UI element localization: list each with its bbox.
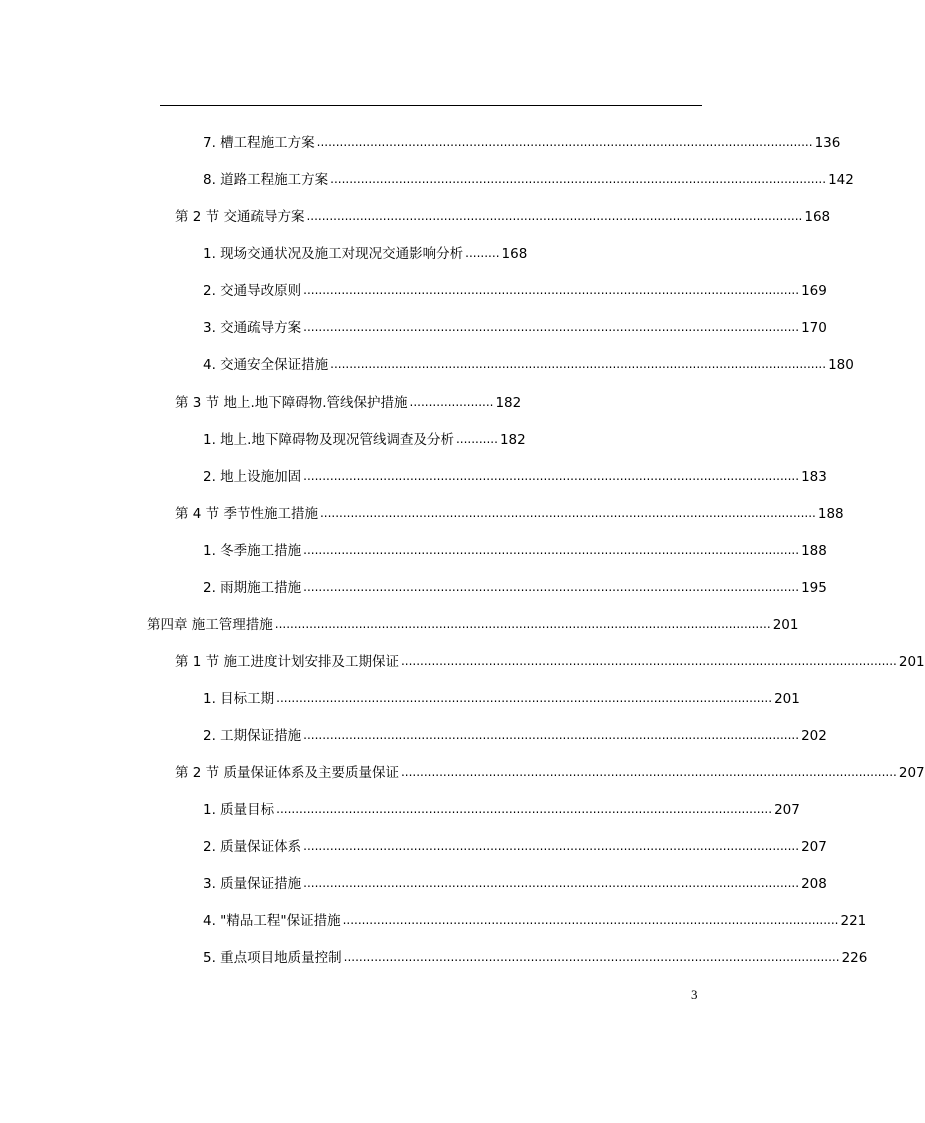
toc-entry-leader: ..................................................................................................................................	[319, 506, 816, 520]
toc-entry-page: 136	[814, 135, 841, 151]
toc-entry-page: 182	[499, 432, 526, 448]
toc-entry-leader: ..................................................................................................................................	[303, 876, 800, 890]
toc-entry[interactable]	[203, 948, 868, 968]
toc-entry-page: 201	[774, 691, 800, 707]
toc-entry-leader: ..................................................................................................................................	[276, 802, 773, 816]
toc-entry[interactable]	[203, 800, 800, 820]
toc-entry-title: 2. 交通导改原则	[203, 283, 302, 299]
toc-entry[interactable]	[203, 170, 854, 190]
toc-entry-leader: ..................................................................................................................................	[316, 135, 813, 149]
toc-entry-leader: ..................................................................................................................................	[274, 617, 771, 631]
toc-entry-title: 3. 交通疏导方案	[203, 320, 302, 336]
toc-entry-page: 195	[801, 580, 827, 596]
toc-entry-title: 2. 雨期施工措施	[203, 580, 302, 596]
toc-entry-leader: .........	[465, 246, 500, 260]
toc-entry-title: 1. 地上.地下障碍物及现况管线调查及分析	[203, 432, 454, 448]
toc-entry-page: 168	[804, 209, 831, 225]
toc-entry-title: 第 1 节 施工进度计划安排及工期保证	[175, 654, 399, 670]
toc-entry[interactable]	[203, 355, 854, 375]
toc-entry-title: 5. 重点项目地质量控制	[203, 950, 342, 966]
toc-entry-leader: ..................................................................................................................................	[303, 320, 800, 334]
toc-entry-title: 4. "精品工程"保证措施	[203, 913, 341, 929]
toc-entry-title: 第四章 施工管理措施	[147, 617, 273, 633]
toc-entry-page: 168	[501, 246, 528, 262]
toc-entry[interactable]	[175, 504, 844, 524]
toc-entry-title: 2. 质量保证体系	[203, 839, 302, 855]
toc-entry[interactable]	[203, 133, 841, 153]
toc-entry-leader: ..................................................................................................................................	[303, 580, 800, 594]
toc-entry-page: 170	[801, 320, 827, 336]
toc-entry-leader: ..................................................................................................................................	[303, 469, 800, 483]
toc-entry-page: 169	[801, 283, 827, 299]
toc-entry-page: 226	[841, 950, 868, 966]
toc-entry-title: 第 2 节 交通疏导方案	[175, 209, 305, 225]
toc-entry-title: 第 4 节 季节性施工措施	[175, 506, 318, 522]
toc-entry-page: 188	[817, 506, 844, 522]
toc-entry[interactable]	[203, 244, 527, 264]
toc-entry[interactable]	[203, 911, 867, 931]
toc-entry[interactable]	[175, 207, 831, 227]
toc-entry-page: 202	[801, 728, 827, 744]
toc-entry[interactable]	[203, 541, 827, 561]
toc-entry-leader: ..................................................................................................................................	[276, 691, 773, 705]
toc-entry-page: 182	[495, 395, 522, 411]
toc-entry-leader: ..................................................................................................................................	[342, 913, 839, 927]
toc-entry-leader: ......................	[409, 395, 494, 409]
toc-entry-page: 207	[801, 839, 827, 855]
toc-entry[interactable]	[147, 615, 799, 635]
toc-entry[interactable]	[175, 393, 521, 413]
toc-entry[interactable]	[175, 763, 925, 783]
toc-entry-leader: ..................................................................................................................................	[330, 172, 827, 186]
toc-entry-page: 207	[774, 802, 800, 818]
toc-entry-leader: ..................................................................................................................................	[400, 654, 897, 668]
toc-entry-leader: ..................................................................................................................................	[306, 209, 803, 223]
toc-entry-page: 201	[772, 617, 799, 633]
toc-entry-page: 207	[898, 765, 925, 781]
toc-entry-page: 221	[840, 913, 867, 929]
toc-entry-title: 第 3 节 地上.地下障碍物.管线保护措施	[175, 395, 408, 411]
toc-entry-title: 1. 冬季施工措施	[203, 543, 302, 559]
toc-entry-leader: ..................................................................................................................................	[303, 543, 800, 557]
toc-entry-title: 1. 现场交通状况及施工对现况交通影响分析	[203, 246, 464, 262]
toc-entry-title: 2. 工期保证措施	[203, 728, 302, 744]
toc-entry[interactable]	[203, 689, 800, 709]
toc-entry-page: 208	[801, 876, 827, 892]
toc-entry-title: 8. 道路工程施工方案	[203, 172, 329, 188]
toc-entry-leader: ..................................................................................................................................	[303, 283, 800, 297]
toc-entry[interactable]	[203, 726, 827, 746]
toc-entry-title: 2. 地上设施加固	[203, 469, 302, 485]
toc-entry-leader: ..................................................................................................................................	[303, 728, 800, 742]
toc-entry-leader: ..................................................................................................................................	[330, 357, 827, 371]
toc-entry[interactable]	[203, 281, 827, 301]
toc-entry[interactable]	[203, 578, 827, 598]
toc-entry-page: 142	[828, 172, 854, 188]
toc-entry[interactable]	[203, 318, 827, 338]
toc-entry-page: 180	[828, 357, 854, 373]
toc-entry-title: 第 2 节 质量保证体系及主要质量保证	[175, 765, 399, 781]
page-number: 3	[691, 987, 698, 1002]
toc-entry-title: 1. 质量目标	[203, 802, 275, 818]
toc-entry-leader: ..................................................................................................................................	[303, 839, 800, 853]
toc-entry[interactable]	[203, 837, 827, 857]
toc-entry-leader: ..................................................................................................................................	[400, 765, 897, 779]
toc-entry-leader: ...........	[455, 432, 498, 446]
toc-entry[interactable]	[175, 652, 925, 672]
header-rule	[160, 105, 702, 106]
toc-entry-page: 201	[898, 654, 925, 670]
toc-entry-title: 3. 质量保证措施	[203, 876, 302, 892]
toc-entry-title: 7. 槽工程施工方案	[203, 135, 315, 151]
toc-entry[interactable]	[203, 467, 827, 487]
toc-entry-page: 188	[801, 543, 827, 559]
toc-entry[interactable]	[203, 430, 526, 450]
toc-entry-page: 183	[801, 469, 827, 485]
toc-entry-title: 4. 交通安全保证措施	[203, 357, 329, 373]
toc-entry[interactable]	[203, 874, 827, 894]
toc-entry-leader: ..................................................................................................................................	[343, 950, 840, 964]
toc-entry-title: 1. 目标工期	[203, 691, 275, 707]
